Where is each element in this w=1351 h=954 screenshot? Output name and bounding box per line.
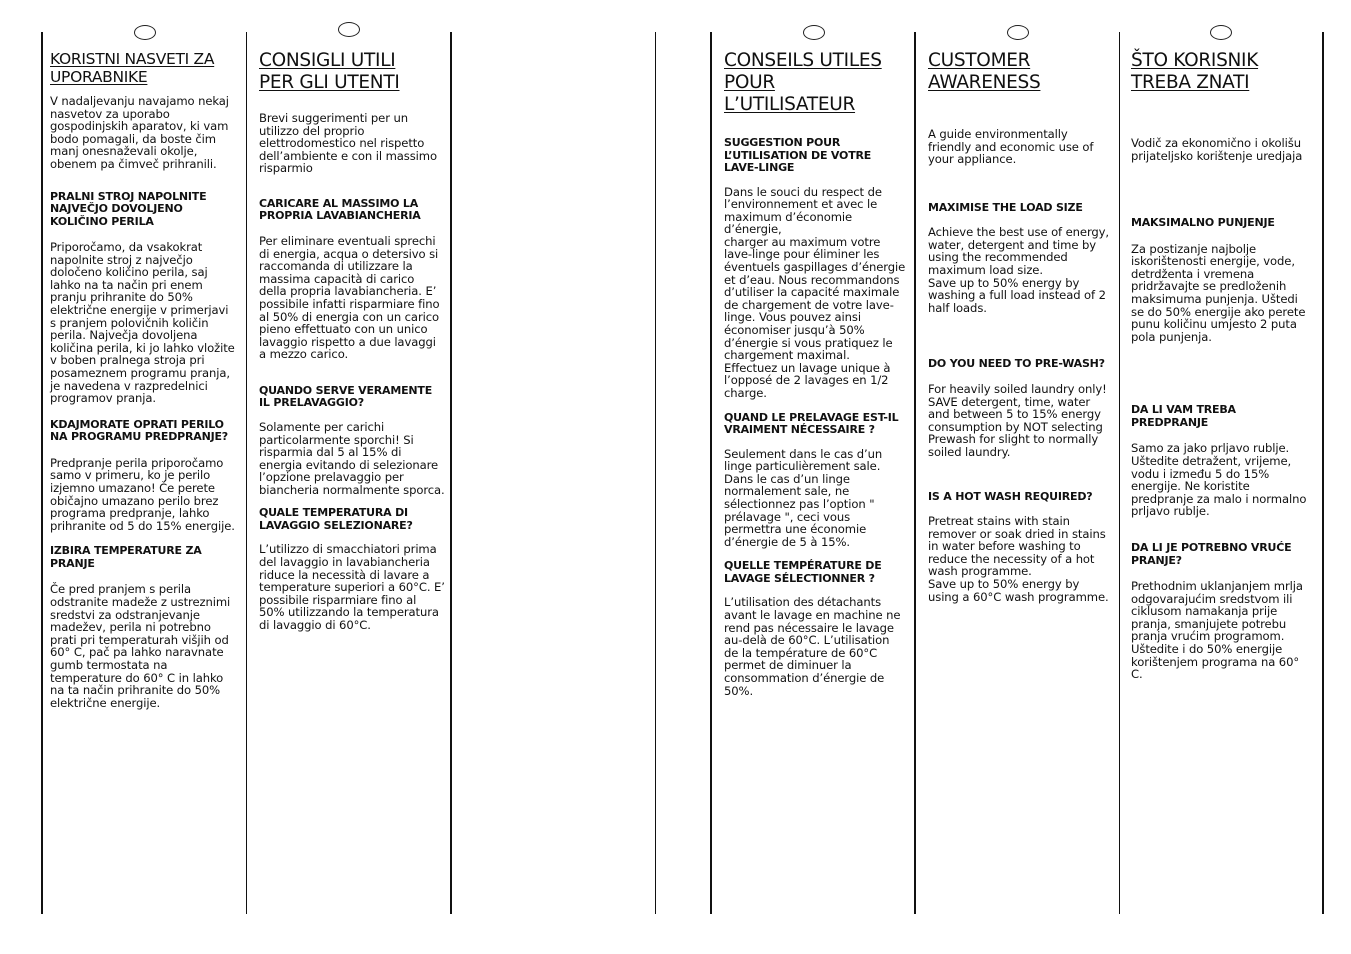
column-english — [928, 50, 1110, 603]
column-title: CUSTOMER AWARENESS — [928, 50, 1041, 93]
section-heading: QUANDO SERVE VERAMENTE IL PRELAVAGGIO? — [259, 383, 433, 410]
column-rule — [1119, 32, 1120, 914]
column-rule — [710, 32, 712, 914]
section-body: Če pred pranjem s perila odstranite madeže z ustreznimi sredstvi za odstranjevanje madežev, perila ni potrebno prati pri temperaturah višjih od 60° C, pač pa lahko naravnate gumb termostata na temperature do 60° C in lahko na ta način prihranite do 50% električne energije. — [50, 582, 231, 710]
section-heading: DA LI VAM TREBA PREDPRANJE — [1131, 403, 1236, 429]
section-heading: QUALE TEMPERATURA DI LAVAGGIO SELEZIONARE? — [259, 506, 413, 532]
column-italian — [259, 50, 445, 632]
section-body: Achieve the best use of energy, water, detergent and time by using the recommended maximum load size. Save up to 50% energy by washing a full load instead of 2 half loads. — [928, 225, 1110, 315]
column-title: ŠTO KORISNIK TREBA ZNATI — [1131, 50, 1259, 93]
column-rule — [914, 32, 916, 914]
section-heading: DA LI JE POTREBNO VRUĆE PRANJE? — [1131, 541, 1292, 567]
section-heading: MAXIMISE THE LOAD SIZE — [928, 200, 1083, 214]
language-flag-icon — [1007, 25, 1029, 40]
section-body: Predpranje perila priporočamo samo v primeru, ko je perilo izjemno umazano! Če perete običajno umazano perilo brez programa predpranje, lahko prihranite od 5 do 15% energije. — [50, 455, 235, 533]
section-heading: QUAND LE PRELAVAGE EST-IL VRAIMENT NÉCESSAIRE ? — [724, 410, 899, 437]
section-body: L’utilizzo di smacchiatori prima del lavaggio in lavabiancheria riduce la necessità di lavare a temperature superiori a 60°C. E’ possibile risparmiare fino al 50% utilizzando la temperatura di lavaggio di 60°C. — [259, 542, 445, 633]
section-heading: KDAJMORATE OPRATI PERILO NA PROGRAMU PREDPRANJE? — [50, 417, 228, 444]
section-body: Solamente per carichi particolarmente sporchi! Si risparmia dal 5 al 15% di energia evitando di selezionare l’opzione prelavaggio per biancheria normalmente sporca. — [259, 419, 445, 497]
column-croatian — [1131, 50, 1309, 681]
section-body: Priporočamo, da vsakokrat napolnite stroj z največjo določeno količino perila, saj lahko na ta način pri enem pranju prihranite do 50% električne energije v primerjavi s pranjem polovičnih količin perila. Največja dovoljena količina perila, ki jo lahko vložite v boben pralnega stroja pri posameznem programu pranja, je navedena v razpredelnici programov pranja. — [50, 240, 235, 406]
column-slovenian — [50, 50, 236, 709]
column-rule — [450, 32, 452, 914]
section-heading: DO YOU NEED TO PRE-WASH? — [928, 357, 1105, 371]
language-flag-icon — [1210, 25, 1232, 40]
language-flag-icon — [803, 25, 825, 40]
language-flag-icon — [134, 25, 156, 40]
intro-text: Brevi suggerimenti per un utilizzo del proprio elettrodomestico nel rispetto dell’ambiente e con il massimo risparmio — [259, 111, 437, 176]
column-title: KORISTNI NASVETI ZA UPORABNIKE — [50, 50, 215, 86]
section-body: Pretreat stains with stain remover or soak dried in stains in water before washing to reduce the necessity of a hot wash programme. Save up to 50% energy by using a 60°C wash programme. — [928, 514, 1109, 604]
section-heading: SUGGESTION POUR L’UTILISATION DE VOTRE LAVE-LINGE — [724, 136, 872, 174]
language-flag-icon — [338, 22, 360, 37]
section-heading: IZBIRA TEMPERATURE ZA PRANJE — [50, 544, 202, 570]
intro-text: V nadaljevanju navajamo nekaj nasvetov za uporabo gospodinjskih aparatov, ki vam bodo pomagali, da boste čim manj onesnaževali okolje, obenem pa čimveč prihranili. — [50, 94, 229, 171]
column-rule — [655, 32, 656, 914]
section-body: Samo za jako prljavo rublje. Uštedite detražent, vrijeme, vodu i između 5 do 15% energije. Ne koristite predpranje za malo i normalno prljavo rublje. — [1131, 441, 1307, 519]
section-heading: CARICARE AL MASSIMO LA PROPRIA LAVABIANCHERIA — [259, 196, 421, 223]
section-heading: PRALNI STROJ NAPOLNITE NAJVEČJO DOVOLJENO KOLIČINO PERILA — [50, 189, 207, 228]
section-heading: IS A HOT WASH REQUIRED? — [928, 489, 1093, 503]
section-body: Za postizanje najbolje iskorištenosti energije, vode, detrdženta i vremena pridržavajte se predloženih maksimuma punjenja. Uštedi se do 50% energije ako perete punu količinu umjesto 2 puta pola punjenja. — [1131, 241, 1306, 344]
section-body: L’utilisation des détachants avant le lavage en machine ne rend pas nécessaire le lavage au-delà de 60°C. L’utilisation de la température de 60°C permet de diminuer la consommation d’énergie de 50%. — [724, 595, 901, 698]
column-title: CONSEILS UTILES POUR L’UTILISATEUR — [724, 50, 882, 115]
column-rule — [1322, 32, 1324, 914]
intro-text: A guide environmentally friendly and economic use of your appliance. — [928, 127, 1094, 167]
section-body: For heavily soiled laundry only! SAVE detergent, time, water and between 5 to 15% energy consumption by NOT selecting Prewash for slight to normally soiled laundry. — [928, 381, 1107, 459]
section-body: Dans le souci du respect de l’environnement et avec le maximum d’économie d’énergie, charger au maximum votre lave-linge pour éliminer les éventuels gaspillages d’énergie et d’eau. Nous recommandons d’utiliser la capacité maximale de chargement de votre lave-linge. Vous pouvez ainsi économiser jusqu’à 50% d’énergie si vous pratiquez le chargement maximal. Effectuez un lavage unique à l’opposé de 2 lavages en 1/2 charge. — [724, 184, 906, 400]
column-title: CONSIGLI UTILI PER GLI UTENTI — [259, 50, 400, 93]
section-heading: QUELLE TEMPÉRATURE DE LAVAGE SÉLECTIONNER ? — [724, 559, 882, 585]
column-rule — [246, 32, 247, 914]
column-rule — [41, 32, 43, 914]
section-heading: MAKSIMALNO PUNJENJE — [1131, 216, 1275, 230]
section-body: Prethodnim uklanjanjem mrlja odgovarajućim sredstvom ili ciklusom namakanja prije pranja, smanjujete potrebu pranja vrućim programom. Uštedite i do 50% energije korištenjem programa na 60° C. — [1131, 579, 1303, 682]
column-french — [724, 50, 906, 697]
section-body: Per eliminare eventuali sprechi di energia, acqua o detersivo si raccomanda di utilizzare la massima capacità di carico della propria lavabiancheria. E’ possibile infatti risparmiare fino al 50% di energia con un carico pieno effettuato con un unico lavaggio rispetto a due lavaggi a mezzo carico. — [259, 233, 440, 362]
section-body: Seulement dans le cas d’un linge particulièrement sale. Dans le cas d’un linge normalement sale, ne sélectionnez pas l’option " prélavage ", ceci vous permettra une économie d’énergie de 5 à 15%. — [724, 446, 883, 549]
intro-text: Vodič za ekonomično i okolišu prijateljsko korištenje uredjaja — [1131, 136, 1303, 163]
